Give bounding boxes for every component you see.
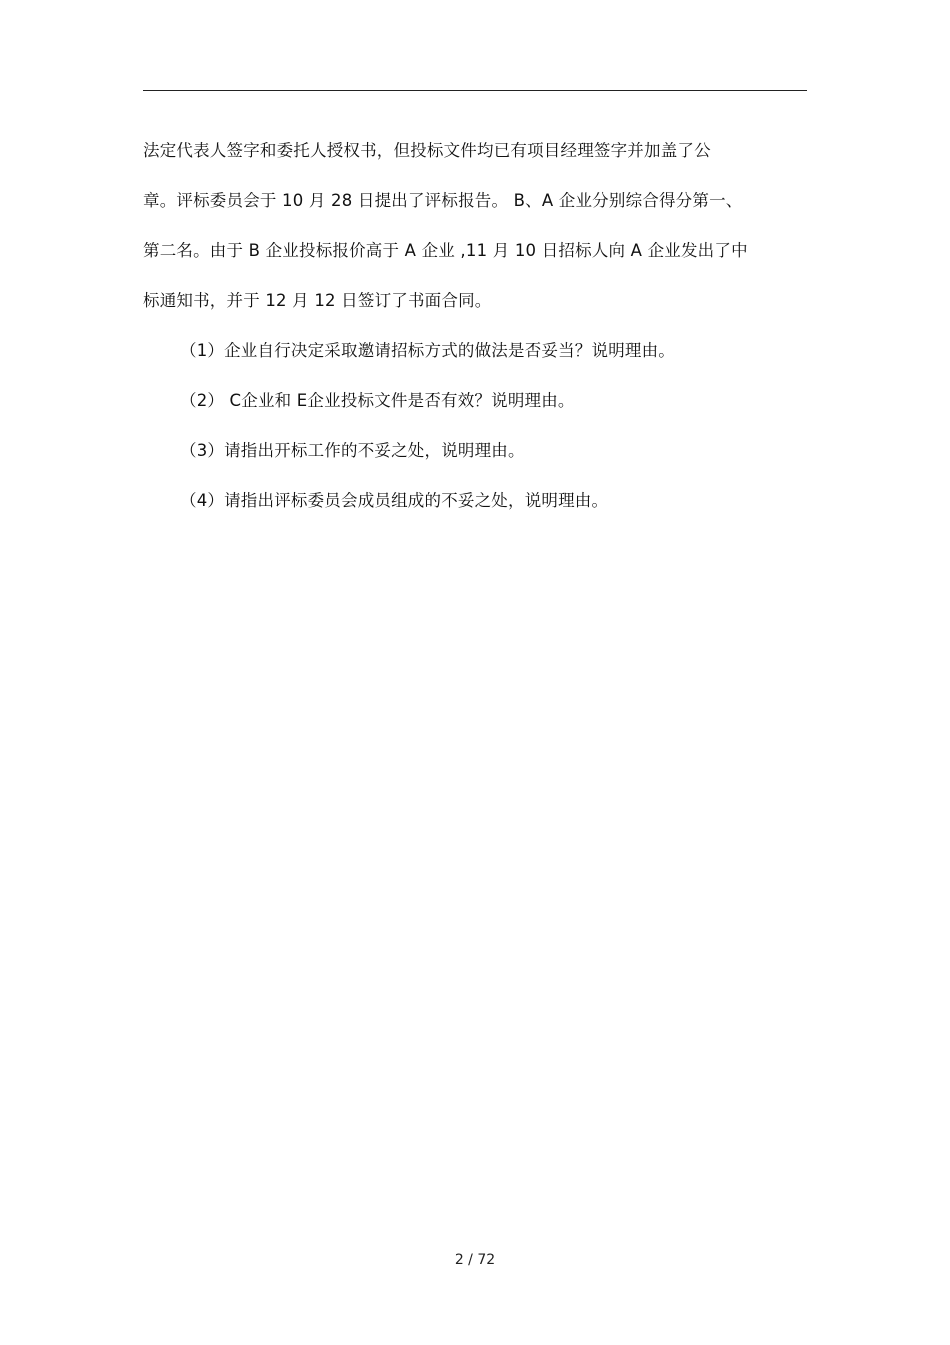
- question-3: （3）请指出开标工作的不妥之处，说明理由。: [180, 441, 525, 460]
- paragraph-line: 标通知书，并于 12 月 12 日签订了书面合同。: [143, 291, 492, 310]
- question-4: （4）请指出评标委员会成员组成的不妥之处，说明理由。: [180, 491, 609, 510]
- document-body: [143, 126, 813, 526]
- question-1: （1）企业自行决定采取邀请招标方式的做法是否妥当？说明理由。: [180, 341, 675, 360]
- question-2: （2） C企业和 E企业投标文件是否有效？说明理由。: [180, 391, 575, 410]
- paragraph-line: 第二名。由于 B 企业投标报价高于 A 企业 ,11 月 10 日招标人向 A 企业发出了中: [143, 241, 748, 260]
- page-number: 2 / 72: [454, 1252, 496, 1268]
- header-rule: [143, 90, 807, 91]
- paragraph-line: 章。评标委员会于 10 月 28 日提出了评标报告。 B、A 企业分别综合得分第一、: [143, 191, 743, 210]
- paragraph-line: 法定代表人签字和委托人授权书，但投标文件均已有项目经理签字并加盖了公: [143, 141, 711, 160]
